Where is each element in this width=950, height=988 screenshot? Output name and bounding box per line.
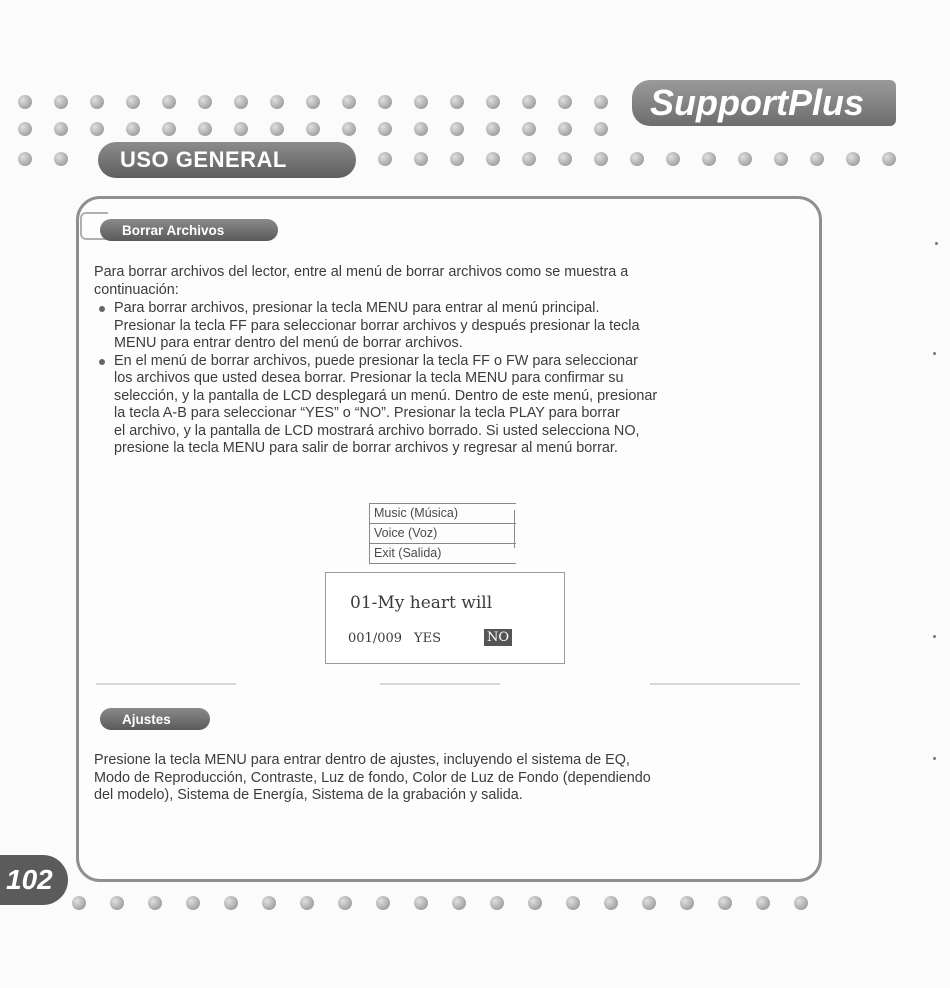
decorative-dot	[558, 152, 572, 166]
decorative-dot	[558, 122, 572, 136]
decorative-dot	[528, 896, 542, 910]
borrar-heading-text: Borrar Archivos	[122, 222, 225, 238]
decorative-dot	[378, 95, 392, 109]
decorative-dot	[452, 896, 466, 910]
borrar-intro	[94, 264, 628, 299]
lcd-no-option: NO	[484, 629, 512, 646]
decorative-dot	[18, 122, 32, 136]
decorative-dot	[594, 95, 608, 109]
bullet-line: Presionar la tecla FF para seleccionar borrar archivos y después presionar la tecla	[114, 317, 640, 334]
brand-text: SupportPlus	[650, 82, 864, 123]
decorative-dot	[756, 896, 770, 910]
decorative-dot	[300, 896, 314, 910]
decorative-dot	[774, 152, 788, 166]
decorative-dot	[450, 152, 464, 166]
decorative-dot	[198, 122, 212, 136]
decorative-dot	[522, 122, 536, 136]
decorative-dot	[810, 152, 824, 166]
decorative-dot	[18, 95, 32, 109]
ajustes-line: Presione la tecla MENU para entrar dentro de ajustes, incluyendo el sistema de EQ,	[94, 752, 630, 768]
edge-mark	[933, 757, 936, 760]
decorative-dot	[162, 95, 176, 109]
decorative-dot	[342, 95, 356, 109]
decorative-dot	[376, 896, 390, 910]
decorative-dot	[450, 95, 464, 109]
decorative-dot	[54, 95, 68, 109]
decorative-dot	[224, 896, 238, 910]
menu-item-exit: Exit (Salida)	[374, 546, 442, 560]
decorative-dot	[342, 122, 356, 136]
decorative-dot	[594, 152, 608, 166]
decorative-dot	[162, 122, 176, 136]
bullet-line: selección, y la pantalla de LCD desplegará un menú. Dentro de este menú, presionar	[114, 387, 658, 404]
decorative-dot	[702, 152, 716, 166]
section-title: USO GENERAL	[120, 147, 287, 172]
decorative-dot	[666, 152, 680, 166]
decorative-dot	[72, 896, 86, 910]
edge-mark	[933, 635, 936, 638]
decorative-dot	[604, 896, 618, 910]
decorative-dot	[54, 152, 68, 166]
decorative-dot	[90, 122, 104, 136]
decorative-dot	[522, 152, 536, 166]
decorative-dot	[558, 95, 572, 109]
section-divider	[650, 683, 800, 685]
page-number: 102	[6, 864, 53, 895]
decorative-dot	[450, 122, 464, 136]
decorative-dot	[198, 95, 212, 109]
brand-logo	[632, 80, 896, 126]
decorative-dot	[126, 122, 140, 136]
decorative-dot	[486, 95, 500, 109]
bullet-line: Para borrar archivos, presionar la tecla MENU para entrar al menú principal.	[114, 300, 600, 316]
section-divider	[380, 683, 500, 685]
decorative-dot	[630, 152, 644, 166]
decorative-dot	[186, 896, 200, 910]
section-banner	[98, 142, 356, 178]
decorative-dot	[490, 896, 504, 910]
ajustes-line: Modo de Reproducción, Contraste, Luz de fondo, Color de Luz de Fondo (dependiendo	[94, 769, 651, 786]
menu-edge-line	[514, 510, 515, 548]
decorative-dot	[414, 896, 428, 910]
borrar-bullets	[94, 300, 657, 458]
decorative-dot	[414, 95, 428, 109]
decorative-dot	[414, 122, 428, 136]
decorative-dot	[126, 95, 140, 109]
bullet-line: los archivos que usted desea borrar. Presionar la tecla MENU para confirmar su	[114, 370, 624, 386]
decorative-dot	[882, 152, 896, 166]
decorative-dot	[262, 896, 276, 910]
decorative-dot	[486, 152, 500, 166]
decorative-dot	[566, 896, 580, 910]
edge-mark	[933, 352, 936, 355]
bullet-line: MENU para entrar dentro del menú de borrar archivos.	[114, 335, 463, 351]
decorative-dot	[306, 95, 320, 109]
decorative-dot	[738, 152, 752, 166]
lcd-menu-illustration	[369, 503, 516, 564]
ajustes-heading	[100, 708, 210, 730]
intro-line: continuación:	[94, 281, 179, 298]
decorative-dot	[642, 896, 656, 910]
bullet-item	[94, 300, 657, 353]
decorative-dot	[338, 896, 352, 910]
decorative-dot	[270, 95, 284, 109]
decorative-dot	[378, 152, 392, 166]
decorative-dot	[414, 152, 428, 166]
decorative-dot	[18, 152, 32, 166]
intro-line: Para borrar archivos del lector, entre al menú de borrar archivos como se muestra a	[94, 264, 629, 280]
ajustes-heading-text: Ajustes	[122, 711, 171, 727]
decorative-dot	[54, 122, 68, 136]
bullet-line: En el menú de borrar archivos, puede presionar la tecla FF o FW para seleccionar	[114, 352, 638, 369]
decorative-dot	[594, 122, 608, 136]
page-number-badge	[0, 855, 68, 905]
decorative-dot	[234, 95, 248, 109]
section-divider	[96, 683, 236, 685]
decorative-dot	[90, 95, 104, 109]
decorative-dot	[794, 896, 808, 910]
bullet-line: presione la tecla MENU para salir de borrar archivos y regresar al menú borrar.	[114, 440, 618, 456]
decorative-dot	[486, 122, 500, 136]
decorative-dot	[522, 95, 536, 109]
bullet-item	[94, 353, 657, 458]
decorative-dot	[718, 896, 732, 910]
lcd-yes-option: YES	[414, 631, 441, 646]
bullet-line: el archivo, y la pantalla de LCD mostrará archivo borrado. Si usted selecciona NO,	[114, 422, 640, 439]
menu-item-music: Music (Música)	[370, 504, 516, 524]
borrar-heading	[100, 219, 278, 241]
decorative-dot	[148, 896, 162, 910]
menu-item-voice: Voice (Voz)	[370, 524, 516, 544]
decorative-dot	[270, 122, 284, 136]
decorative-dot	[846, 152, 860, 166]
ajustes-line: del modelo), Sistema de Energía, Sistema de la grabación y salida.	[94, 787, 523, 803]
lcd-track-count: 001/009	[348, 631, 403, 646]
decorative-dot	[306, 122, 320, 136]
decorative-dot	[378, 122, 392, 136]
decorative-dot	[234, 122, 248, 136]
ajustes-paragraph	[94, 752, 651, 805]
edge-mark	[935, 242, 938, 245]
lcd-screen-illustration	[325, 572, 565, 664]
lcd-track-title: 01-My heart will	[350, 593, 493, 613]
bullet-line: la tecla A-B para seleccionar “YES” o “NO”. Presionar la tecla PLAY para borrar	[114, 405, 620, 421]
decorative-dot	[110, 896, 124, 910]
decorative-dot	[680, 896, 694, 910]
